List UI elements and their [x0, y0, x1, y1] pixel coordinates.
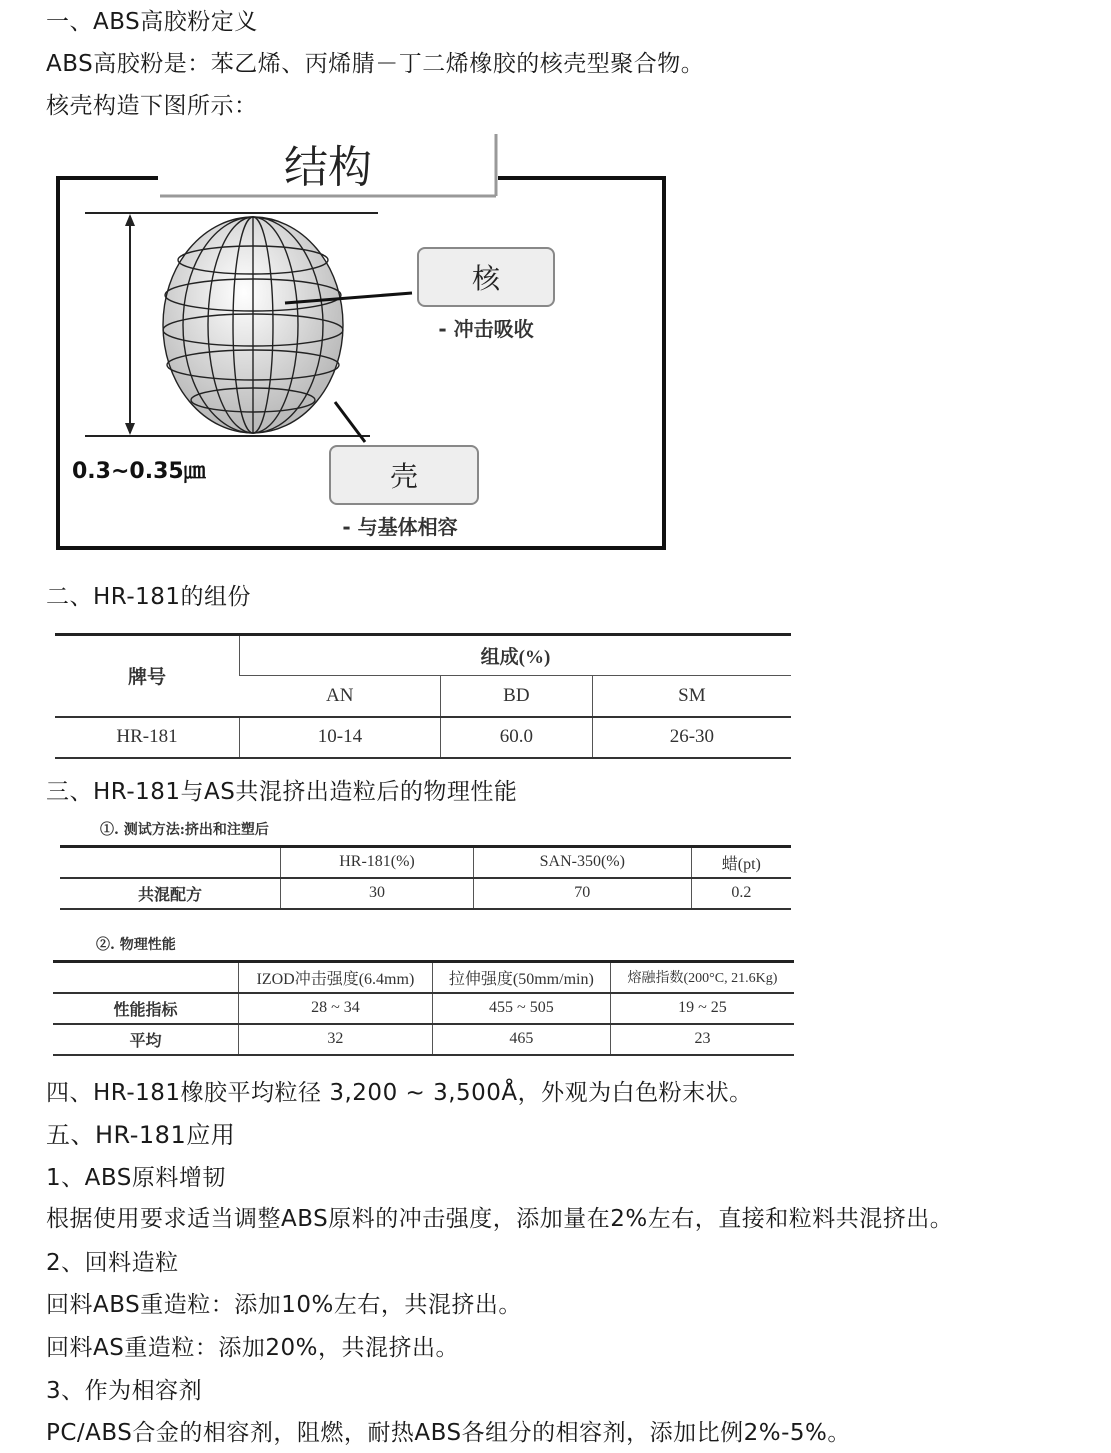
physical-properties-caption: ②. 物理性能 — [96, 937, 176, 953]
blend-recipe-table — [60, 845, 791, 910]
section-5-title: 五、HR-181应用 — [46, 1121, 236, 1149]
diagram-title: 结构 — [284, 142, 372, 193]
physical-properties-table — [53, 960, 794, 1056]
shell-label: 壳 — [389, 460, 419, 493]
table-row — [53, 993, 794, 1024]
test-method-caption: ①. 测试方法:挤出和注塑后 — [100, 822, 269, 838]
table-row — [53, 1024, 794, 1055]
section-5-2-title: 2、回料造粒 — [46, 1250, 179, 1276]
cell: 10-14 — [240, 717, 441, 758]
core-label: 核 — [471, 262, 501, 295]
section-2-title: 二、HR-181的组份 — [46, 584, 252, 610]
section-5-3-title: 3、作为相容剂 — [46, 1378, 203, 1404]
header-cell: IZOD冲击强度(6.4mm) — [239, 962, 433, 993]
header-cell: HR-181(%) — [281, 847, 474, 878]
section-5-2-text-1: 回料ABS重造粒：添加10%左右，共混挤出。 — [46, 1292, 522, 1318]
cell: 19 ~ 25 — [610, 993, 794, 1024]
cell — [53, 962, 239, 993]
header-bd: BD — [440, 676, 592, 717]
cell: 60.0 — [440, 717, 592, 758]
header-cell: 熔融指数(200°C, 21.6Kg) — [610, 962, 794, 993]
header-cell: 蜡(pt) — [691, 847, 791, 878]
core-shell-diagram — [40, 130, 680, 560]
section-1-title: 一、ABS高胶粉定义 — [46, 9, 258, 35]
particle-size: 0.3~0.35㎛ — [72, 459, 206, 484]
cell: 465 — [432, 1024, 610, 1055]
header-an: AN — [325, 684, 354, 706]
header-cell: 拉伸强度(50mm/min) — [432, 962, 610, 993]
table-row — [60, 878, 791, 909]
table-row — [55, 717, 791, 758]
core-description: - 冲击吸收 — [438, 317, 534, 341]
cell: 455 ~ 505 — [432, 993, 610, 1024]
cell: HR-181 — [116, 726, 178, 747]
cell: 70 — [473, 878, 691, 909]
cell: 26-30 — [592, 717, 791, 758]
section-5-1-title: 1、ABS原料增韧 — [46, 1165, 226, 1191]
header-brand: 牌号 — [127, 667, 166, 689]
cell — [60, 847, 281, 878]
cell: 30 — [281, 878, 474, 909]
composition-table — [55, 633, 791, 759]
section-5-3-text: PC/ABS合金的相容剂，阻燃，耐热ABS各组分的相容剂，添加比例2%-5%。 — [46, 1420, 851, 1446]
cell: 0.2 — [691, 878, 791, 909]
header-cell: SAN-350(%) — [473, 847, 691, 878]
section-5-1-text: 根据使用要求适当调整ABS原料的冲击强度，添加量在2%左右，直接和粒料共混挤出。 — [46, 1206, 954, 1232]
cell: 性能指标 — [113, 1001, 178, 1019]
cell: 23 — [610, 1024, 794, 1055]
section-5-2-text-2: 回料AS重造粒：添加20%，共混挤出。 — [46, 1335, 459, 1361]
section-1-caption: 核壳构造下图所示： — [46, 93, 258, 119]
header-sm: SM — [592, 676, 791, 717]
section-3-title: 三、HR-181与AS共混挤出造粒后的物理性能 — [46, 779, 518, 805]
cell: 28 ~ 34 — [239, 993, 433, 1024]
section-4: 四、HR-181橡胶平均粒径 3,200 ~ 3,500Å，外观为白色粉末状。 — [46, 1080, 753, 1106]
cell: 共混配方 — [137, 886, 202, 904]
header-composition: 组成(%) — [240, 635, 792, 676]
cell: 32 — [239, 1024, 433, 1055]
section-1-definition: ABS高胶粉是：苯乙烯、丙烯腈－丁二烯橡胶的核壳型聚合物。 — [46, 51, 705, 77]
sphere-icon — [163, 217, 343, 433]
cell: 平均 — [129, 1032, 162, 1050]
shell-description: - 与基体相容 — [342, 515, 458, 539]
